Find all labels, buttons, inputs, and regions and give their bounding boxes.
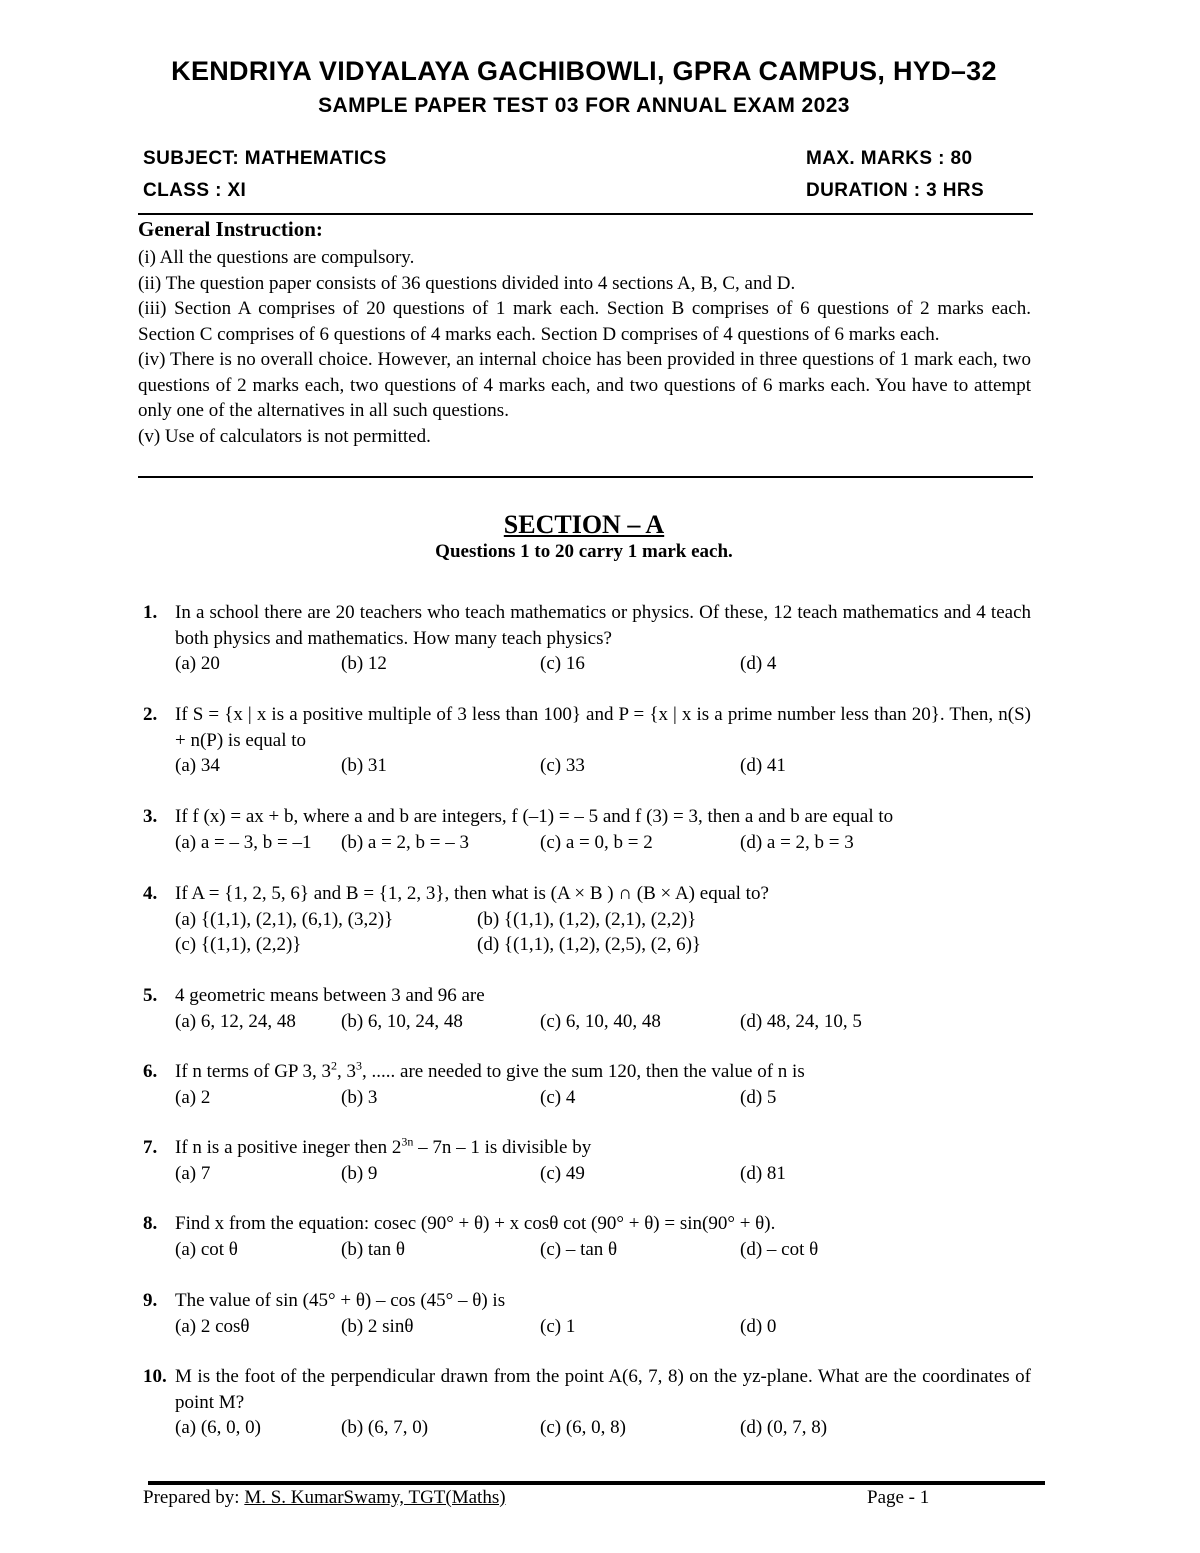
school-name: KENDRIYA VIDYALAYA GACHIBOWLI, GPRA CAMPUS, HYD–32 [171, 56, 997, 86]
question-8 [143, 1211, 1031, 1262]
question-options [175, 907, 1031, 933]
option-a: (a) a = – 3, b = –1 [175, 831, 312, 853]
class-label: CLASS : XI [143, 180, 247, 201]
option-a: (a) {(1,1), (2,1), (6,1), (3,2)} [175, 908, 394, 930]
option-d: (d) 41 [740, 755, 786, 776]
option-b: (b) 12 [341, 653, 387, 674]
option-a: (a) 2 cosθ [175, 1315, 250, 1337]
duration-label: DURATION : 3 HRS [806, 180, 985, 201]
header-divider [138, 213, 1033, 215]
question-options [175, 1085, 1031, 1111]
option-a: (a) (6, 0, 0) [175, 1417, 261, 1438]
paper-title: SAMPLE PAPER TEST 03 FOR ANNUAL EXAM 2023 [318, 94, 850, 117]
option-b: (b) (6, 7, 0) [341, 1417, 429, 1438]
option-b: (b) 9 [341, 1162, 378, 1184]
option-d: (d) 81 [740, 1162, 786, 1184]
instruction-iv: (iv) There is no overall choice. However, an internal choice has been provided in three questions of 1 mark each, two questions of 2 marks each, two questions of 4 marks each, and two questions of 6 marks each. You have to attempt only one of the alternatives in all such questions. [138, 349, 1031, 421]
option-a: (a) 7 [175, 1162, 211, 1184]
question-number: 7. [143, 1137, 158, 1158]
option-a: (a) 20 [175, 653, 220, 674]
question-options [175, 1009, 1031, 1035]
author-name: M. S. KumarSwamy, TGT(Maths) [244, 1487, 506, 1508]
option-d: (d) {(1,1), (1,2), (2,5), (2, 6)} [477, 934, 702, 955]
question-options [175, 1237, 1031, 1263]
section-title: SECTION – A [503, 510, 665, 539]
question-stem: Find x from the equation: cosec (90° + θ) + x cosθ cot (90° + θ) = sin(90° + θ). [175, 1213, 776, 1234]
question-number: 1. [143, 602, 158, 623]
question-7 [143, 1135, 1031, 1186]
question-9 [143, 1288, 1031, 1339]
question-number: 3. [143, 806, 158, 827]
option-b: (b) a = 2, b = – 3 [341, 831, 470, 853]
option-c: (c) 6, 10, 40, 48 [540, 1010, 661, 1032]
option-c: (c) 1 [540, 1315, 576, 1337]
option-c: (c) 4 [540, 1086, 576, 1108]
question-stem: The value of sin (45° + θ) – cos (45° – θ) is [175, 1290, 506, 1311]
option-b: (b) 2 sinθ [341, 1315, 414, 1337]
option-d: (d) 4 [740, 653, 777, 674]
option-c: (c) 16 [540, 653, 585, 674]
question-6 [143, 1059, 1031, 1110]
question-options [175, 1161, 1031, 1187]
prepared-label: Prepared by: [143, 1487, 245, 1508]
question-3 [143, 804, 1031, 855]
option-d: (d) (0, 7, 8) [740, 1417, 828, 1438]
instructions-divider [138, 476, 1033, 478]
question-4 [143, 881, 1031, 958]
instructions-list [138, 245, 1031, 449]
question-2 [143, 702, 1031, 779]
question-options [175, 830, 1031, 856]
option-c: (c) a = 0, b = 2 [540, 831, 653, 853]
question-10 [143, 1364, 1031, 1441]
question-options [175, 753, 1031, 779]
footer-divider [148, 1481, 1045, 1485]
question-options [175, 651, 1031, 677]
question-stem: If n terms of GP 3, $3^2$, $3^3$, ..... are needed to give the sum 120, then the value of n is [175, 1058, 805, 1082]
question-stem: If A = {1, 2, 5, 6} and B = {1, 2, 3}, then what is (A × B ) ∩ (B × A) equal to? [175, 883, 769, 904]
question-options [175, 1314, 1031, 1340]
option-c: (c) (6, 0, 8) [540, 1417, 626, 1438]
question-number: 5. [143, 985, 158, 1006]
option-d: (d) – cot θ [740, 1238, 819, 1260]
option-d: (d) a = 2, b = 3 [740, 831, 854, 853]
option-a: (a) cot θ [175, 1238, 238, 1260]
instruction-iii: (iii) Section A comprises of 20 questions of 1 mark each. Section B comprises of 6 questions of 2 marks each. Section C comprises of 6 questions of 4 marks each. Section D comprises of 4 questions of 6 marks each. [138, 298, 1031, 345]
option-d: (d) 0 [740, 1315, 777, 1337]
option-a: (a) 34 [175, 755, 220, 776]
question-number: 9. [143, 1290, 158, 1311]
option-d: (d) 48, 24, 10, 5 [740, 1010, 862, 1032]
option-b: (b) 6, 10, 24, 48 [341, 1010, 463, 1032]
question-number: 8. [143, 1213, 158, 1234]
question-stem: In a school there are 20 teachers who teach mathematics or physics. Of these, 12 teach mathematics and 4 teach both physics and mathematics. How many teach physics? [175, 602, 1031, 649]
option-b: (b) {(1,1), (1,2), (2,1), (2,2)} [477, 908, 697, 930]
option-c: (c) {(1,1), (2,2)} [175, 934, 302, 955]
option-b: (b) tan θ [341, 1238, 405, 1260]
question-5 [143, 983, 1031, 1034]
question-options [175, 1415, 1031, 1441]
question-number: 2. [143, 704, 158, 725]
option-d: (d) 5 [740, 1086, 777, 1108]
question-options [175, 932, 1031, 958]
option-a: (a) 6, 12, 24, 48 [175, 1010, 296, 1032]
option-b: (b) 31 [341, 755, 387, 776]
option-c: (c) 33 [540, 755, 585, 776]
question-1 [143, 600, 1031, 677]
instruction-ii: (ii) The question paper consists of 36 questions divided into 4 sections A, B, C, and D. [138, 272, 796, 294]
option-a: (a) 2 [175, 1086, 211, 1108]
question-stem: 4 geometric means between 3 and 96 are [175, 985, 485, 1006]
instruction-i: (i) All the questions are compulsory. [138, 247, 415, 268]
page-number: Page - 1 [867, 1487, 930, 1508]
subject-label: SUBJECT: MATHEMATICS [143, 148, 387, 169]
max-marks-label: MAX. MARKS : 80 [806, 148, 973, 169]
question-stem: If n is a positive ineger then $2^{3n} - 7n - 1$ is divisible by [175, 1134, 592, 1158]
question-number: 4. [143, 883, 158, 904]
option-b: (b) 3 [341, 1086, 378, 1108]
option-c: (c) 49 [540, 1162, 585, 1184]
option-c: (c) – tan θ [540, 1238, 618, 1260]
instruction-v: (v) Use of calculators is not permitted. [138, 425, 431, 447]
question-stem: M is the foot of the perpendicular drawn from the point A(6, 7, 8) on the yz-plane. What are the coordinates of point M? [175, 1366, 1031, 1413]
question-number: 10. [143, 1366, 167, 1387]
instructions-title: General Instruction: [138, 217, 323, 241]
question-number: 6. [143, 1061, 158, 1082]
section-subtitle: Questions 1 to 20 carry 1 mark each. [435, 541, 733, 562]
footer-prepared-by [143, 1487, 506, 1509]
question-stem: If S = {x | x is a positive multiple of 3 less than 100} and P = {x | x is a prime number less than 20}. Then, n(S) + n(P) is equal to [175, 704, 1031, 751]
question-stem: If f (x) = ax + b, where a and b are integers, f (–1) = – 5 and f (3) = 3, then a and b are equal to [175, 806, 894, 827]
